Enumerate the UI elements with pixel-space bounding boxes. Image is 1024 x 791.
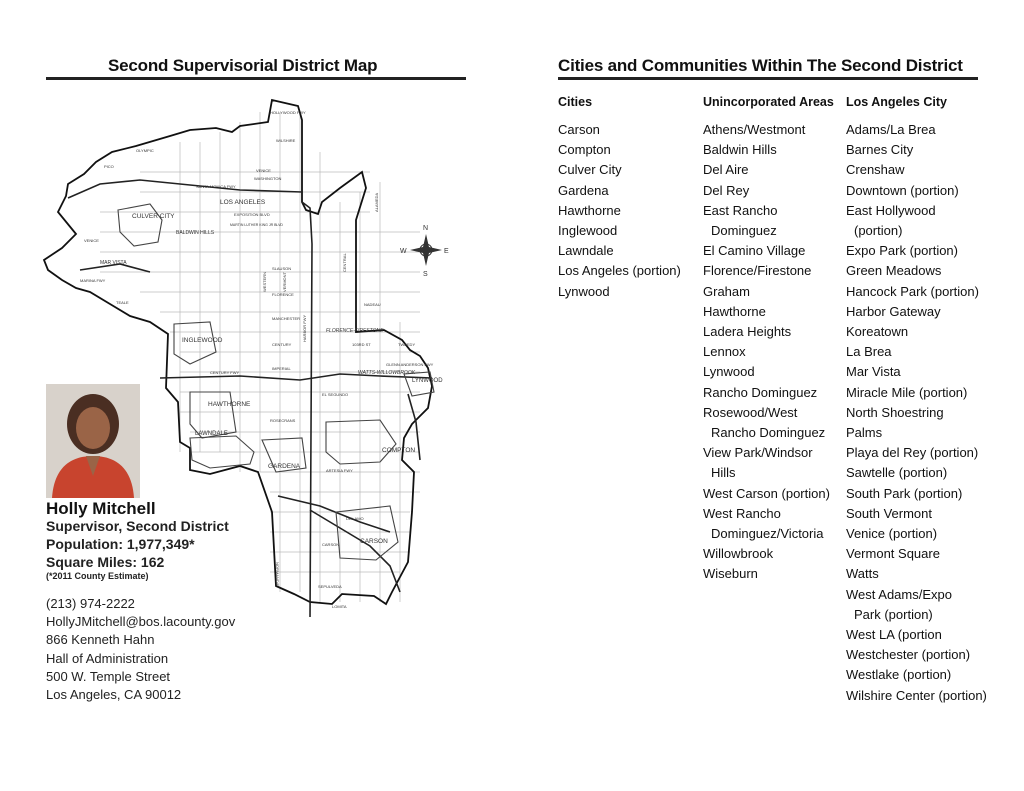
la-city-item: Palms: [846, 425, 883, 441]
la-city-item: Adams/La Brea: [846, 122, 936, 137]
city-item: Carson: [558, 122, 600, 137]
map-label: CARSON: [322, 542, 340, 547]
map-label: ARTESIA FWY: [326, 468, 353, 473]
compass-label: E: [444, 248, 449, 255]
unincorporated-item: Lennox: [703, 344, 746, 360]
la-city-item: Playa del Rey (portion): [846, 445, 979, 461]
map-label: VENICE: [256, 168, 271, 173]
supervisor-portrait: [46, 384, 140, 498]
city-item: Lawndale: [558, 243, 614, 259]
la-city-header: Los Angeles City: [846, 95, 947, 109]
unincorporated-item: Ladera Heights: [703, 324, 792, 340]
unincorporated-item: West Carson (portion): [703, 485, 830, 501]
address-line: Hall of Administration: [46, 650, 169, 666]
unincorporated-header: Unincorporated Areas: [703, 95, 834, 109]
la-city-item: Downtown (portion): [846, 182, 959, 198]
supervisor-role: Supervisor, Second District: [46, 518, 229, 534]
map-label: GLENN ANDERSON FWY: [386, 362, 434, 367]
map-label: WASHINGTON: [254, 176, 282, 181]
city-item: Los Angeles (portion): [558, 263, 681, 279]
la-city-item: Westchester (portion): [846, 647, 971, 663]
map-label: WILSHIRE: [276, 138, 296, 143]
estimate-note: (*2011 County Estimate): [46, 571, 149, 581]
address-line: 500 W. Temple Street: [46, 668, 171, 684]
map-label: MAR VISTA: [100, 260, 127, 266]
unincorporated-item: Baldwin Hills: [703, 142, 777, 158]
map-label: NORMANDIE: [275, 562, 280, 587]
unincorporated-list: [703, 120, 830, 585]
map-label: TEALE: [116, 300, 129, 305]
map-label: SANTA MONICA FWY: [196, 184, 236, 189]
map-label: VENICE: [84, 238, 99, 243]
unincorporated-item: Rosewood/West: [703, 404, 798, 420]
unincorporated-item: West Rancho: [703, 505, 781, 521]
unincorporated-item: View Park/Windsor: [703, 445, 813, 461]
la-city-item: North Shoestring: [846, 404, 944, 420]
map-title-rule: [46, 77, 466, 80]
map-label: WATTS-WILLOWBROOK: [358, 370, 416, 376]
la-city-item: Expo Park (portion): [846, 243, 958, 259]
map-label: EXPOSITION BLVD: [234, 212, 270, 217]
city-item: Inglewood: [558, 223, 618, 239]
map-label: ROSECRANS: [270, 418, 296, 423]
map-label: EL SEGUNDO: [322, 392, 349, 397]
map-label: OLYMPIC: [136, 148, 154, 153]
la-city-item: Barnes City: [846, 142, 914, 158]
unincorporated-item: Rancho Dominguez: [703, 384, 818, 400]
address-line: Los Angeles, CA 90012: [46, 687, 182, 703]
map-label: BALDWIN HILLS: [176, 230, 215, 236]
la-city-list: [846, 120, 987, 706]
map-label: WESTERN: [262, 272, 267, 292]
la-city-item: Sawtelle (portion): [846, 465, 948, 481]
compass-label: W: [400, 248, 407, 255]
la-city-item: La Brea: [846, 344, 892, 360]
cities-header: Cities: [558, 95, 593, 109]
la-city-item: Vermont Square: [846, 546, 940, 562]
unincorporated-item: Willowbrook: [703, 546, 774, 562]
la-city-item: Wilshire Center (portion): [846, 687, 987, 703]
map-label: CENTURY FWY: [210, 370, 240, 375]
la-city-item: Hancock Park (portion): [846, 283, 979, 299]
la-city-item: Koreatown: [846, 324, 909, 340]
unincorporated-item: Lynwood: [703, 364, 755, 380]
map-label: HARBOR FWY: [302, 314, 307, 342]
cities-list: [558, 120, 681, 302]
la-city-item: Watts: [846, 566, 879, 582]
map-title: Second Supervisorial District Map: [108, 56, 378, 75]
compass-rose-icon: [400, 225, 449, 278]
map-label: GARDENA: [268, 463, 301, 470]
la-city-item: Mar Vista: [846, 364, 901, 380]
map-label: DEL AMO: [346, 516, 364, 521]
compass-label: S: [423, 271, 428, 278]
email-address[interactable]: HollyJMitchell@bos.lacounty.gov: [46, 614, 236, 630]
map-label: CARSON: [360, 538, 388, 545]
la-city-item: Green Meadows: [846, 263, 942, 279]
unincorporated-item: Hills: [711, 465, 736, 481]
unincorporated-item: Dominguez: [711, 223, 777, 239]
city-item: Hawthorne: [558, 202, 621, 218]
map-label: HAWTHORNE: [208, 401, 251, 408]
unincorporated-item: Graham: [703, 283, 750, 299]
map-label: PICO: [104, 164, 114, 169]
map-label: CULVER CITY: [132, 213, 175, 220]
la-city-item: Miracle Mile (portion): [846, 384, 968, 400]
unincorporated-item: Del Aire: [703, 162, 749, 178]
unincorporated-item: Wiseburn: [703, 566, 758, 582]
la-city-item: South Park (portion): [846, 485, 963, 501]
la-city-item: Venice (portion): [846, 526, 938, 542]
la-city-item: Harbor Gateway: [846, 303, 941, 319]
la-city-item: (portion): [854, 223, 903, 239]
communities-title-rule: [558, 77, 978, 80]
unincorporated-item: Del Rey: [703, 182, 750, 198]
map-label: VERMONT: [282, 272, 287, 292]
city-item: Culver City: [558, 162, 622, 178]
district-square-miles: Square Miles: 162: [46, 554, 165, 570]
map-label: COMPTON: [382, 447, 416, 454]
map-label: LOMITA: [332, 604, 347, 609]
unincorporated-item: Athens/Westmont: [703, 122, 806, 137]
la-city-item: Westlake (portion): [846, 667, 952, 683]
phone-number: (213) 974-2222: [46, 596, 135, 611]
la-city-item: West Adams/Expo: [846, 586, 952, 602]
unincorporated-item: El Camino Village: [703, 243, 806, 259]
map-label: MARTIN LUTHER KING JR BLVD: [230, 223, 283, 227]
contact-info: [46, 595, 235, 704]
map-label: SEPULVEDA: [318, 584, 342, 589]
map-label: TWEEDY: [398, 342, 416, 347]
city-item: Gardena: [558, 182, 609, 198]
map-label: MANCHESTER: [272, 316, 301, 321]
map-labels: [80, 110, 443, 609]
map-label: IMPERIAL: [272, 366, 291, 371]
supervisor-name: Holly Mitchell: [46, 499, 156, 518]
map-label: SLAUSON: [272, 266, 292, 271]
map-label: 103RD ST: [352, 342, 371, 347]
map-label: FLORENCE: [272, 292, 294, 297]
map-label: NADEAU: [364, 302, 381, 307]
la-city-item: East Hollywood: [846, 202, 936, 218]
map-label: INGLEWOOD: [182, 337, 223, 344]
unincorporated-item: Dominguez/Victoria: [711, 526, 824, 542]
city-item: Compton: [558, 142, 611, 158]
la-city-item: Crenshaw: [846, 162, 905, 178]
map-label: HOLLYWOOD FWY: [270, 110, 306, 115]
district-population: Population: 1,977,349*: [46, 536, 195, 552]
map-label: CENTRAL: [342, 253, 347, 272]
unincorporated-item: Hawthorne: [703, 303, 766, 319]
map-label: FLORENCE-FIRESTONE: [326, 328, 384, 334]
map-label: ALAMEDA: [374, 192, 379, 212]
la-city-item: Park (portion): [854, 606, 933, 622]
la-city-item: South Vermont: [846, 505, 932, 521]
map-label: MARINA FWY: [80, 278, 106, 283]
map-label: LYNWOOD: [412, 378, 443, 384]
communities-title: Cities and Communities Within The Second District: [558, 56, 963, 75]
map-label: CENTURY: [272, 342, 292, 347]
address-line: 866 Kenneth Hahn: [46, 632, 155, 648]
map-label: LOS ANGELES: [220, 199, 266, 206]
unincorporated-item: Florence/Firestone: [703, 263, 812, 279]
la-city-item: West LA (portion: [846, 627, 942, 643]
unincorporated-item: Rancho Dominguez: [711, 425, 826, 441]
city-item: Lynwood: [558, 283, 610, 299]
unincorporated-item: East Rancho: [703, 202, 778, 218]
compass-label: N: [423, 225, 429, 232]
map-label: LAWNDALE: [195, 431, 228, 437]
